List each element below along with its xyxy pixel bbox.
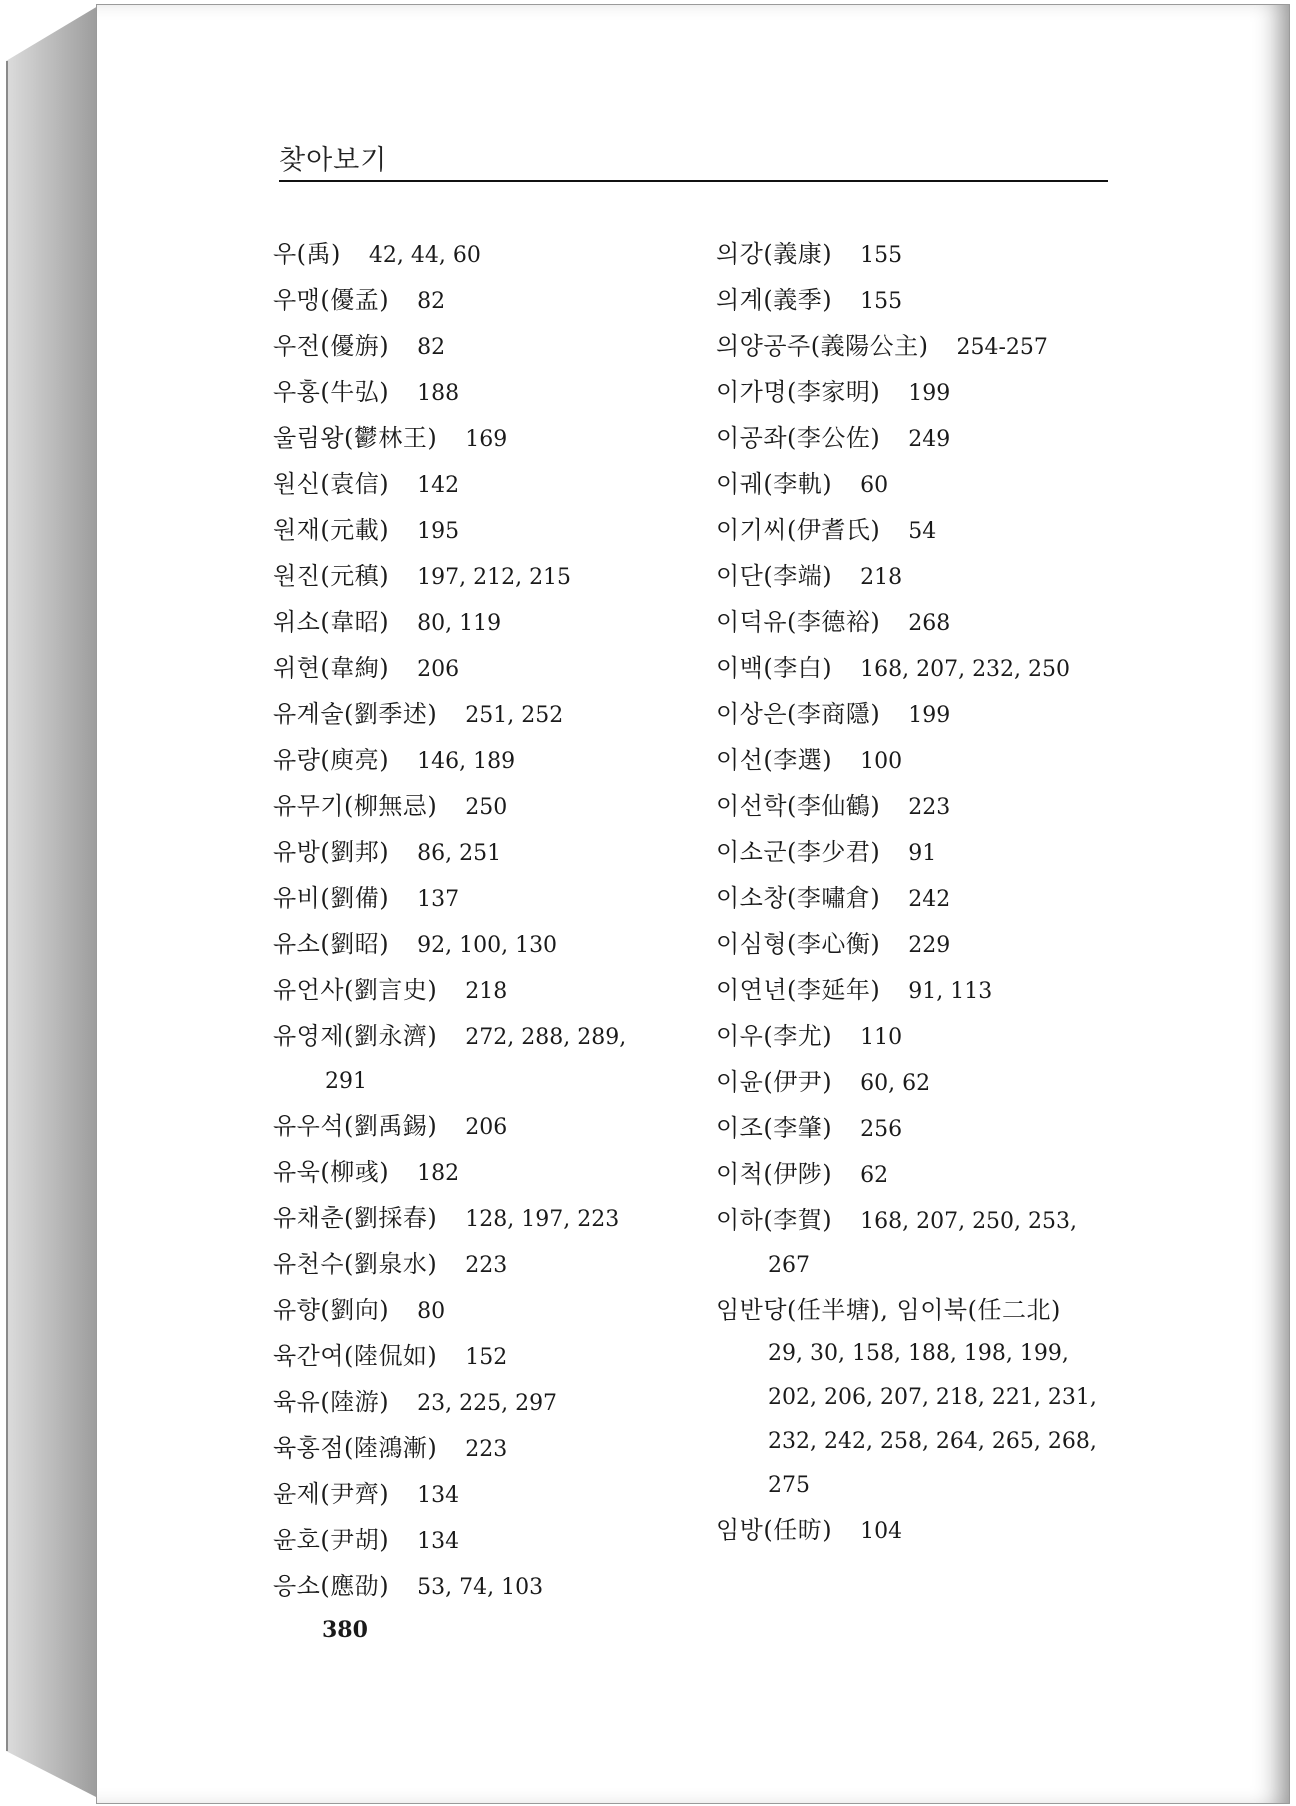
entry-pages: 92, 100, 130 <box>417 933 558 958</box>
entry-pages: 242 <box>908 887 951 912</box>
entry-name: 의양공주(義陽公主) <box>716 332 929 360</box>
entry-name: 이덕유(李德裕) <box>716 608 881 636</box>
entry-pages: 229 <box>908 933 951 958</box>
entry-name: 육홍점(陸鴻漸) <box>273 1434 438 1462</box>
entry-pages: 137 <box>417 887 460 912</box>
index-entry <box>273 1564 693 1610</box>
entry-pages: 142 <box>417 473 460 498</box>
index-entry <box>273 416 693 462</box>
entry-name: 이척(伊陟) <box>716 1160 833 1188</box>
entry-pages-continued-text: 267 <box>768 1253 810 1278</box>
entry-pages-continued <box>716 1332 1136 1376</box>
index-entry <box>273 1196 693 1242</box>
entry-name: 이우(李尤) <box>716 1022 833 1050</box>
entry-pages-continued <box>273 1060 693 1104</box>
index-entry <box>273 922 693 968</box>
index-entry <box>716 692 1136 738</box>
entry-pages: 82 <box>417 289 446 314</box>
index-entry <box>716 600 1136 646</box>
entry-name: 육간여(陸侃如) <box>273 1342 438 1370</box>
entry-pages: 152 <box>465 1345 508 1370</box>
entry-pages: 206 <box>417 657 460 682</box>
entry-name: 육유(陸游) <box>273 1388 390 1416</box>
entry-pages: 60, 62 <box>860 1071 931 1096</box>
entry-name: 이소군(李少君) <box>716 838 881 866</box>
index-entry <box>273 1014 693 1060</box>
page-number: 380 <box>322 1617 368 1643</box>
index-entry <box>273 508 693 554</box>
entry-pages: 155 <box>860 243 903 268</box>
index-entry <box>716 370 1136 416</box>
index-entry <box>273 830 693 876</box>
entry-name: 우전(優旃) <box>273 332 390 360</box>
entry-pages: 104 <box>860 1519 903 1544</box>
entry-pages: 168, 207, 232, 250 <box>860 657 1071 682</box>
entry-pages: 199 <box>908 703 951 728</box>
entry-name: 우(禹) <box>273 240 341 268</box>
index-entry <box>273 1426 693 1472</box>
entry-name: 윤호(尹胡) <box>273 1526 390 1554</box>
entry-name: 우맹(優孟) <box>273 286 390 314</box>
entry-pages: 100 <box>860 749 903 774</box>
entry-pages-continued <box>716 1244 1136 1288</box>
entry-pages: 254-257 <box>956 335 1048 360</box>
entry-pages: 218 <box>465 979 508 1004</box>
entry-pages: 206 <box>465 1115 508 1140</box>
entry-name: 유채춘(劉採春) <box>273 1204 438 1232</box>
index-entry <box>716 1152 1136 1198</box>
spine-edge <box>6 61 8 1751</box>
entry-name: 유영제(劉永濟) <box>273 1022 438 1050</box>
entry-pages: 82 <box>417 335 446 360</box>
entry-pages: 128, 197, 223 <box>465 1207 620 1232</box>
index-entry <box>716 462 1136 508</box>
index-entry <box>273 600 693 646</box>
index-entry <box>273 370 693 416</box>
index-entry <box>716 1198 1136 1244</box>
entry-pages: 182 <box>417 1161 460 1186</box>
entry-name: 이선(李選) <box>716 746 833 774</box>
index-entry <box>716 278 1136 324</box>
entry-name: 위현(韋絢) <box>273 654 390 682</box>
entry-name: 이백(李白) <box>716 654 833 682</box>
entry-pages: 199 <box>908 381 951 406</box>
entry-name: 원신(袁信) <box>273 470 390 498</box>
entry-name: 윤제(尹齊) <box>273 1480 390 1508</box>
entry-pages-continued-text: 232, 242, 258, 264, 265, 268, <box>768 1429 1097 1454</box>
entry-pages: 23, 225, 297 <box>417 1391 558 1416</box>
entry-pages: 251, 252 <box>465 703 564 728</box>
index-entry <box>273 692 693 738</box>
index-entry <box>716 1106 1136 1152</box>
entry-name: 유방(劉邦) <box>273 838 390 866</box>
index-entry <box>273 1472 693 1518</box>
index-entry <box>273 784 693 830</box>
entry-pages-continued-text: 291 <box>325 1069 367 1094</box>
entry-pages: 134 <box>417 1529 460 1554</box>
entry-pages: 250 <box>465 795 508 820</box>
entry-pages: 53, 74, 103 <box>417 1575 544 1600</box>
entry-pages: 110 <box>860 1025 903 1050</box>
entry-name: 이상은(李商隱) <box>716 700 881 728</box>
entry-pages: 197, 212, 215 <box>417 565 572 590</box>
entry-name: 이단(李端) <box>716 562 833 590</box>
entry-pages: 223 <box>465 1253 508 1278</box>
entry-name: 원진(元稹) <box>273 562 390 590</box>
entry-name: 유언사(劉言史) <box>273 976 438 1004</box>
index-entry <box>716 554 1136 600</box>
index-entry <box>716 1508 1136 1554</box>
entry-name: 이조(李肇) <box>716 1114 833 1142</box>
index-entry <box>273 646 693 692</box>
entry-pages: 91, 113 <box>908 979 993 1004</box>
entry-name: 우홍(牛弘) <box>273 378 390 406</box>
entry-name: 유향(劉向) <box>273 1296 390 1324</box>
index-entry <box>273 1242 693 1288</box>
entry-pages: 86, 251 <box>417 841 502 866</box>
entry-name: 이궤(李軌) <box>716 470 833 498</box>
entry-pages: 91 <box>908 841 937 866</box>
index-entry <box>273 462 693 508</box>
index-entry <box>716 784 1136 830</box>
index-entry <box>716 324 1136 370</box>
entry-pages: 54 <box>908 519 937 544</box>
index-entry <box>716 876 1136 922</box>
entry-pages-continued-text: 202, 206, 207, 218, 221, 231, <box>768 1385 1097 1410</box>
entry-pages: 168, 207, 250, 253, <box>860 1209 1078 1234</box>
entry-pages: 249 <box>908 427 951 452</box>
entry-name: 유계술(劉季述) <box>273 700 438 728</box>
entry-pages: 169 <box>465 427 508 452</box>
running-head: 찾아보기 <box>279 145 388 176</box>
entry-name: 이윤(伊尹) <box>716 1068 833 1096</box>
entry-pages: 42, 44, 60 <box>368 243 481 268</box>
entry-pages: 256 <box>860 1117 903 1142</box>
index-column-left <box>273 232 693 1610</box>
entry-name: 이심형(李心衡) <box>716 930 881 958</box>
index-entry <box>273 1518 693 1564</box>
entry-pages: 155 <box>860 289 903 314</box>
entry-name: 이연년(李延年) <box>716 976 881 1004</box>
index-entry <box>716 1288 1136 1332</box>
index-entry <box>273 232 693 278</box>
entry-name: 유비(劉備) <box>273 884 390 912</box>
index-entry <box>273 1380 693 1426</box>
index-entry <box>273 968 693 1014</box>
entry-name: 원재(元載) <box>273 516 390 544</box>
entry-pages-continued <box>716 1376 1136 1420</box>
entry-name: 위소(韋昭) <box>273 608 390 636</box>
entry-pages: 223 <box>465 1437 508 1462</box>
entry-pages: 268 <box>908 611 951 636</box>
index-entry <box>716 1014 1136 1060</box>
index-entry <box>716 416 1136 462</box>
index-entry <box>273 278 693 324</box>
index-entry <box>716 922 1136 968</box>
entry-pages-continued <box>716 1420 1136 1464</box>
entry-name: 응소(應劭) <box>273 1572 390 1600</box>
index-entry <box>273 1150 693 1196</box>
entry-name: 울림왕(鬱林王) <box>273 424 438 452</box>
index-column-right <box>716 232 1136 1554</box>
entry-pages: 60 <box>860 473 889 498</box>
entry-pages-continued <box>716 1464 1136 1508</box>
entry-name: 의강(義康) <box>716 240 833 268</box>
entry-name: 이하(李賀) <box>716 1206 833 1234</box>
entry-pages: 146, 189 <box>417 749 516 774</box>
entry-name: 유천수(劉泉水) <box>273 1250 438 1278</box>
entry-name: 유량(庾亮) <box>273 746 390 774</box>
entry-pages: 80 <box>417 1299 446 1324</box>
index-entry <box>716 1060 1136 1106</box>
book-spine <box>6 6 98 1798</box>
entry-name: 이기씨(伊耆氏) <box>716 516 881 544</box>
entry-pages-continued-text: 29, 30, 158, 188, 198, 199, <box>768 1341 1069 1366</box>
entry-name: 유욱(柳彧) <box>273 1158 390 1186</box>
entry-pages: 62 <box>860 1163 889 1188</box>
entry-pages: 272, 288, 289, <box>465 1025 627 1050</box>
index-entry <box>716 738 1136 784</box>
entry-pages: 195 <box>417 519 460 544</box>
header-rule <box>279 180 1108 182</box>
entry-name: 임방(任昉) <box>716 1516 833 1544</box>
index-entry <box>716 508 1136 554</box>
index-entry <box>273 1334 693 1380</box>
index-entry <box>273 324 693 370</box>
entry-pages: 218 <box>860 565 903 590</box>
index-entry <box>273 876 693 922</box>
entry-pages: 134 <box>417 1483 460 1508</box>
entry-name: 임반당(任半塘), 임이북(任二北) <box>716 1296 1061 1324</box>
entry-pages: 188 <box>417 381 460 406</box>
index-entry <box>716 232 1136 278</box>
entry-name: 유소(劉昭) <box>273 930 390 958</box>
entry-name: 이소창(李嘯倉) <box>716 884 881 912</box>
entry-name: 유우석(劉禹錫) <box>273 1112 438 1140</box>
entry-name: 이공좌(李公佐) <box>716 424 881 452</box>
index-entry <box>273 554 693 600</box>
index-entry <box>273 1104 693 1150</box>
index-entry <box>273 1288 693 1334</box>
entry-pages: 80, 119 <box>417 611 502 636</box>
entry-name: 이가명(李家明) <box>716 378 881 406</box>
entry-pages-continued-text: 275 <box>768 1473 810 1498</box>
index-entry <box>716 646 1136 692</box>
entry-name: 의계(義季) <box>716 286 833 314</box>
index-entry <box>716 968 1136 1014</box>
entry-name: 이선학(李仙鶴) <box>716 792 881 820</box>
entry-name: 유무기(柳無忌) <box>273 792 438 820</box>
index-entry <box>273 738 693 784</box>
index-entry <box>716 830 1136 876</box>
entry-pages: 223 <box>908 795 951 820</box>
